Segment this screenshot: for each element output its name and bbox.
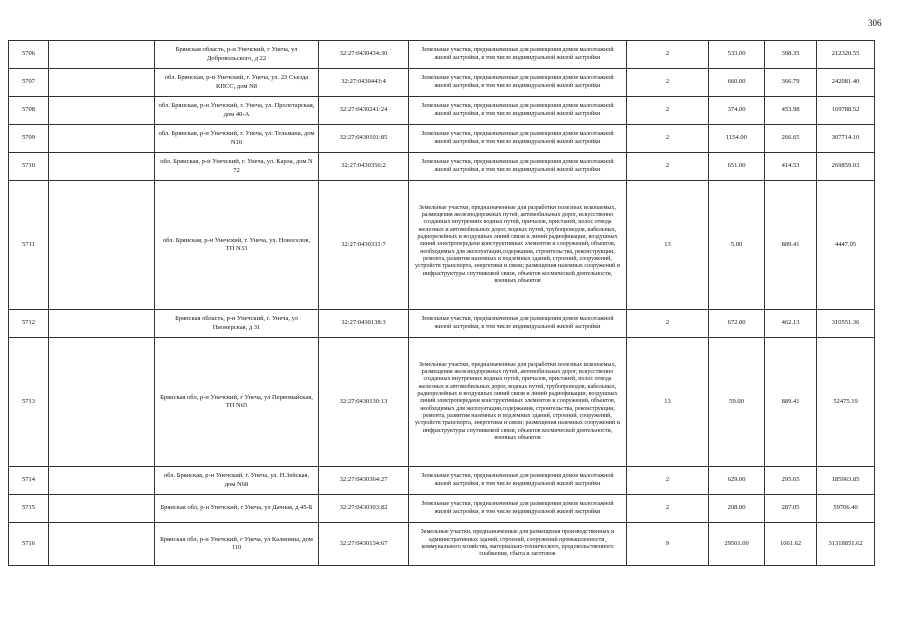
table-row bbox=[9, 97, 875, 125]
land-group-cell: 2 bbox=[627, 467, 709, 495]
specific-value-cell: 462.13 bbox=[765, 310, 817, 338]
row-number-cell: 5707 bbox=[9, 69, 49, 97]
blank-cell bbox=[49, 467, 155, 495]
land-group-cell: 2 bbox=[627, 310, 709, 338]
address-cell: Брянская область, р-н Унечский, г Унеча, ул Добровольского, д 22 bbox=[155, 41, 319, 69]
cadastral-value-cell: 52475.19 bbox=[817, 338, 875, 467]
land-use-purpose-cell: Земельные участки, предназначенные для размещения домов малоэтажной жилой застройки, в том числе индивидуальной жилой застройки bbox=[409, 97, 627, 125]
specific-value-cell: 889.41 bbox=[765, 181, 817, 310]
cadastral-number-cell: 32:27:0430434:30 bbox=[319, 41, 409, 69]
specific-value-cell: 398.35 bbox=[765, 41, 817, 69]
table-row bbox=[9, 338, 875, 467]
land-use-purpose-cell: Земельные участки, предназначенные для размещения домов малоэтажной жилой застройки, в том числе индивидуальной жилой застройки bbox=[409, 467, 627, 495]
address-cell: Брянская обл, р-н Унечский, г Унеча, ул Дачная, д 45-Б bbox=[155, 495, 319, 523]
area-cell: 208.00 bbox=[709, 495, 765, 523]
land-group-cell: 2 bbox=[627, 153, 709, 181]
table-row bbox=[9, 181, 875, 310]
land-use-purpose-cell: Земельные участки, предназначенные для размещения домов малоэтажной жилой застройки, в том числе индивидуальной жилой застройки bbox=[409, 125, 627, 153]
table-row bbox=[9, 310, 875, 338]
land-use-purpose-cell: Земельные участки, предназначенные для размещения домов малоэтажной жилой застройки, в том числе индивидуальной жилой застройки bbox=[409, 495, 627, 523]
row-number-cell: 5708 bbox=[9, 97, 49, 125]
row-number-cell: 5706 bbox=[9, 41, 49, 69]
specific-value-cell: 414.53 bbox=[765, 153, 817, 181]
cadastral-number-cell: 32:27:0430138:3 bbox=[319, 310, 409, 338]
blank-cell bbox=[49, 69, 155, 97]
cadastral-value-cell: 185963.85 bbox=[817, 467, 875, 495]
row-number-cell: 5709 bbox=[9, 125, 49, 153]
cadastral-number-cell: 32:27:0430356:2 bbox=[319, 153, 409, 181]
table-row bbox=[9, 495, 875, 523]
row-number-cell: 5716 bbox=[9, 523, 49, 566]
land-group-cell: 2 bbox=[627, 97, 709, 125]
specific-value-cell: 366.79 bbox=[765, 69, 817, 97]
blank-cell bbox=[49, 125, 155, 153]
area-cell: 59.00 bbox=[709, 338, 765, 467]
specific-value-cell: 266.65 bbox=[765, 125, 817, 153]
address-cell: Брянская обл, р-н Унечский, г Унеча, ул Калинина, дом 110 bbox=[155, 523, 319, 566]
address-cell: обл. Брянская, р-н Унечский, г. Унеча, ул. 23 Съезда КПСС, дом N8 bbox=[155, 69, 319, 97]
blank-cell bbox=[49, 338, 155, 467]
area-cell: 374.00 bbox=[709, 97, 765, 125]
table-row bbox=[9, 467, 875, 495]
row-number-cell: 5710 bbox=[9, 153, 49, 181]
specific-value-cell: 287.05 bbox=[765, 495, 817, 523]
land-use-purpose-cell: Земельные участки, предназначенные для размещения домов малоэтажной жилой застройки, в том числе индивидуальной жилой застройки bbox=[409, 310, 627, 338]
area-cell: 629.00 bbox=[709, 467, 765, 495]
area-cell: 1154.00 bbox=[709, 125, 765, 153]
land-use-purpose-cell: Земельные участки, предназначенные для размещения домов малоэтажной жилой застройки, в том числе индивидуальной жилой застройки bbox=[409, 69, 627, 97]
cadastral-value-cell: 169788.52 bbox=[817, 97, 875, 125]
cadastral-number-cell: 32:27:0430443:4 bbox=[319, 69, 409, 97]
address-cell: обл. Брянская, р-н Унечский, г. Унеча, ул. Н.Зейская, дом N68 bbox=[155, 467, 319, 495]
area-cell: 29501.00 bbox=[709, 523, 765, 566]
land-use-purpose-cell: Земельные участки, предназначенные для разработки полезных ископаемых, размещения железнодорожных путей, автомобильных дорог, искусственно созданных внутренних водных путей, причалов, пристаней, полос отвода железных и автомобильных дорог, водных путей, трубопроводов, кабельных, радиорелейных и воздушных линий связи и линий радиофикации, воздушных линий электропередачи конструктивных элементов и сооружений, объектов, необходимых для эксплуатации,содержания, строительства, реконструкции, ремонта, развития наземных и подземных зданий, строений, сооружений, устройств транспорта, энергетики и связи; размещения наземных сооружений и инфраструктуры спутниковой связи, объектов космической деятельности, военных объектов bbox=[409, 338, 627, 467]
blank-cell bbox=[49, 153, 155, 181]
blank-cell bbox=[49, 523, 155, 566]
cadastral-number-cell: 32:27:0430331:7 bbox=[319, 181, 409, 310]
area-cell: 5.00 bbox=[709, 181, 765, 310]
table-row bbox=[9, 125, 875, 153]
cadastral-number-cell: 32:27:0430364:27 bbox=[319, 467, 409, 495]
blank-cell bbox=[49, 97, 155, 125]
address-cell: обл. Брянская, р-н Унечский, г. Унеча, ул. Пролетарская, дом 40-А bbox=[155, 97, 319, 125]
blank-cell bbox=[49, 181, 155, 310]
land-use-purpose-cell: Земельные участки, предназначенные для размещения домов малоэтажной жилой застройки, в том числе индивидуальной жилой застройки bbox=[409, 153, 627, 181]
land-group-cell: 2 bbox=[627, 69, 709, 97]
cadastral-value-cell: 242081.40 bbox=[817, 69, 875, 97]
address-cell: Брянская область, р-н Унечский, г. Унеча, ул Пионерская, д 31 bbox=[155, 310, 319, 338]
row-number-cell: 5712 bbox=[9, 310, 49, 338]
land-use-purpose-cell: Земельные участки, предназначенные для разработки полезных ископаемых, размещения железнодорожных путей, автомобильных дорог, искусственно созданных внутренних водных путей, причалов, пристаней, полос отвода железных и автомобильных дорог, водных путей, трубопроводов, кабельных, радиорелейных и воздушных линий связи и линий радиофикации, воздушных линий электропередачи конструктивных элементов и сооружений, объектов, необходимых для эксплуатации,содержания, строительства, реконструкции, ремонта, развития наземных и подземных зданий, строений, сооружений, устройств транспорта, энергетики и связи; размещения наземных сооружений и инфраструктуры спутниковой связи, объектов космической деятельности, военных объектов bbox=[409, 181, 627, 310]
cadastral-number-cell: 32:27:0430303:82 bbox=[319, 495, 409, 523]
land-group-cell: 13 bbox=[627, 181, 709, 310]
row-number-cell: 5715 bbox=[9, 495, 49, 523]
table-row bbox=[9, 41, 875, 69]
land-group-cell: 2 bbox=[627, 41, 709, 69]
specific-value-cell: 1061.62 bbox=[765, 523, 817, 566]
cadastral-number-cell: 32:27:0430241:24 bbox=[319, 97, 409, 125]
land-plots-table bbox=[8, 40, 875, 566]
blank-cell bbox=[49, 495, 155, 523]
blank-cell bbox=[49, 310, 155, 338]
address-cell: обл. Брянская, р-н Унечский, г. Унеча, ул. Новоселов, ТП N33 bbox=[155, 181, 319, 310]
specific-value-cell: 889.41 bbox=[765, 338, 817, 467]
specific-value-cell: 295.65 bbox=[765, 467, 817, 495]
area-cell: 651.00 bbox=[709, 153, 765, 181]
cadastral-number-cell: 32:27:0430130:13 bbox=[319, 338, 409, 467]
blank-cell bbox=[49, 41, 155, 69]
address-cell: обл. Брянская, р-н Унечский, г. Унеча, ул. Тельмана, дом N10 bbox=[155, 125, 319, 153]
row-number-cell: 5713 bbox=[9, 338, 49, 467]
table-row bbox=[9, 153, 875, 181]
cadastral-number-cell: 32:27:0430101:85 bbox=[319, 125, 409, 153]
land-group-cell: 2 bbox=[627, 495, 709, 523]
cadastral-value-cell: 4447.05 bbox=[817, 181, 875, 310]
table-row bbox=[9, 69, 875, 97]
land-use-purpose-cell: Земельные участки, предназначенные для размещения производственных и административных зданий, строений, сооружений промышленности, коммунального хозяйства, материально-технического, продовольственного снабжения, сбыта и заготовок bbox=[409, 523, 627, 566]
row-number-cell: 5714 bbox=[9, 467, 49, 495]
land-group-cell: 13 bbox=[627, 338, 709, 467]
area-cell: 660.00 bbox=[709, 69, 765, 97]
row-number-cell: 5711 bbox=[9, 181, 49, 310]
area-cell: 533.00 bbox=[709, 41, 765, 69]
table-row bbox=[9, 523, 875, 566]
cadastral-value-cell: 59706.40 bbox=[817, 495, 875, 523]
land-group-cell: 2 bbox=[627, 125, 709, 153]
land-use-purpose-cell: Земельные участки, предназначенные для размещения домов малоэтажной жилой застройки, в том числе индивидуальной жилой застройки bbox=[409, 41, 627, 69]
cadastral-number-cell: 32:27:0430134:67 bbox=[319, 523, 409, 566]
page-number: 306 bbox=[868, 18, 882, 28]
specific-value-cell: 453.98 bbox=[765, 97, 817, 125]
address-cell: обл. Брянская, р-н Унечский, г. Унеча, ул. Карла, дом N 72 bbox=[155, 153, 319, 181]
cadastral-value-cell: 269859.03 bbox=[817, 153, 875, 181]
area-cell: 672.00 bbox=[709, 310, 765, 338]
cadastral-value-cell: 212320.55 bbox=[817, 41, 875, 69]
cadastral-value-cell: 307714.10 bbox=[817, 125, 875, 153]
cadastral-value-cell: 31318851.62 bbox=[817, 523, 875, 566]
cadastral-value-cell: 310551.36 bbox=[817, 310, 875, 338]
land-group-cell: 9 bbox=[627, 523, 709, 566]
address-cell: Брянская обл, р-н Унечский, г Унеча, ул Первомайская, ТП N65 bbox=[155, 338, 319, 467]
